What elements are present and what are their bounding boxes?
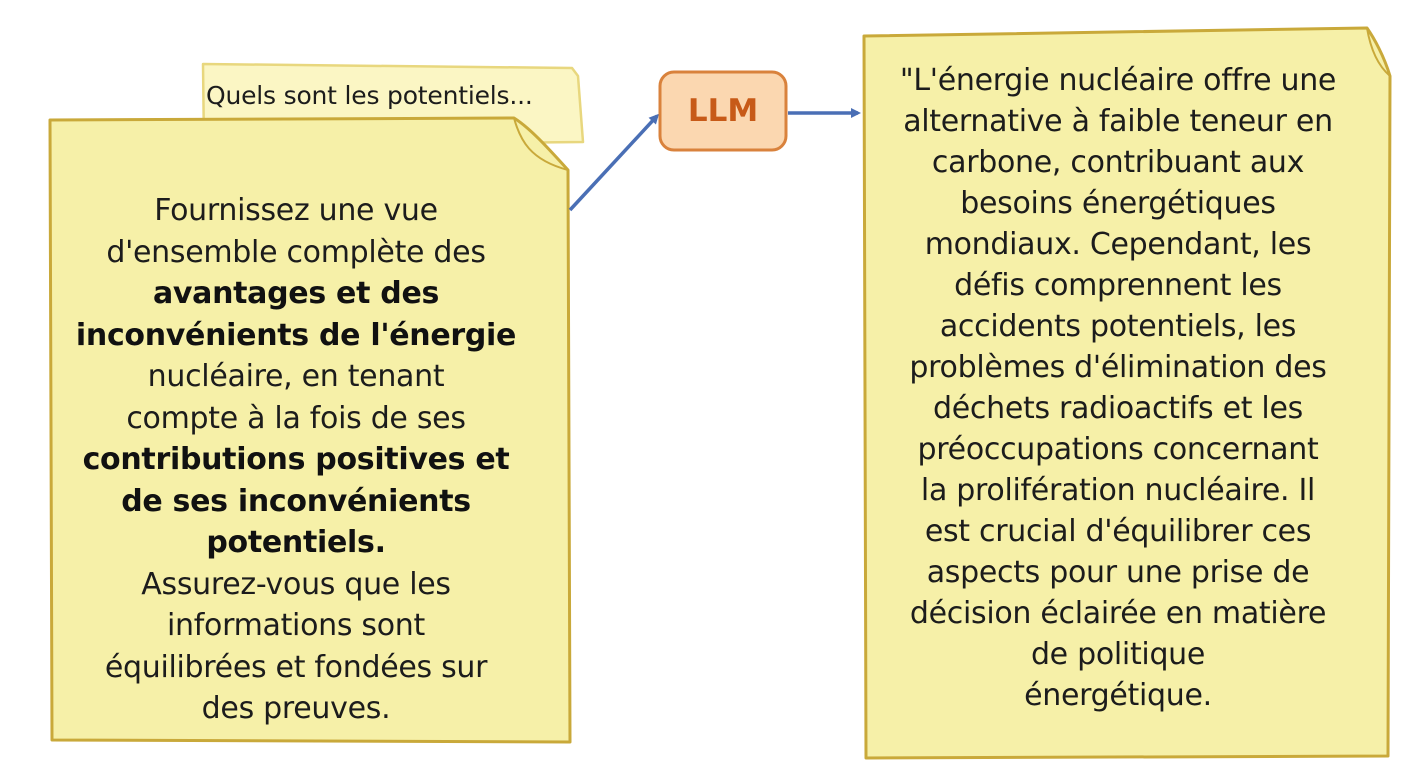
response-line: énergétique.	[1024, 678, 1212, 713]
response-line: aspects pour une prise de	[926, 555, 1310, 590]
response-line: déchets radioactifs et les	[933, 391, 1303, 426]
response-line: alternative à faible teneur en	[903, 104, 1333, 139]
response-line: carbone, contribuant aux	[931, 145, 1305, 180]
response-line: défis comprennent les	[954, 268, 1282, 303]
prompt-line-bold: de ses inconvénients	[121, 483, 471, 519]
response-line: mondiaux. Cependant, les	[924, 227, 1312, 262]
prompt-line-bold: contributions positives et	[82, 442, 510, 477]
prompt-line: d'ensemble complète des	[106, 234, 486, 270]
prompt-note-text	[70, 190, 522, 730]
prompt-line-bold: potentiels.	[206, 525, 386, 560]
response-line: "L'énergie nucléaire offre une	[899, 63, 1337, 98]
response-line: besoins énergétiques	[960, 186, 1276, 221]
query-note-text: Quels sont les potentiels...	[206, 81, 533, 110]
prompt-line-bold: inconvénients de l'énergie	[75, 317, 517, 353]
response-line: accidents potentiels, les	[939, 309, 1297, 344]
response-line: de politique	[1030, 637, 1206, 672]
prompt-line: compte à la fois de ses	[126, 400, 466, 436]
response-line: problèmes d'élimination des	[909, 350, 1327, 385]
response-note-text	[880, 60, 1356, 716]
response-line: est crucial d'équilibrer ces	[924, 514, 1312, 549]
prompt-line-bold: avantages et des	[152, 276, 440, 311]
prompt-line: nucléaire, en tenant	[147, 359, 445, 394]
response-line: préoccupations concernant	[917, 432, 1319, 467]
prompt-line: Fournissez une vue	[154, 193, 438, 228]
llm-label: LLM	[687, 93, 759, 129]
response-line: la prolifération nucléaire. Il	[920, 473, 1316, 508]
prompt-line: informations sont	[167, 608, 425, 643]
prompt-line: Assurez-vous que les	[141, 566, 451, 602]
prompt-line: équilibrées et fondées sur	[104, 649, 488, 685]
response-line: décision éclairée en matière	[909, 596, 1327, 631]
prompt-line: des preuves.	[201, 691, 391, 726]
